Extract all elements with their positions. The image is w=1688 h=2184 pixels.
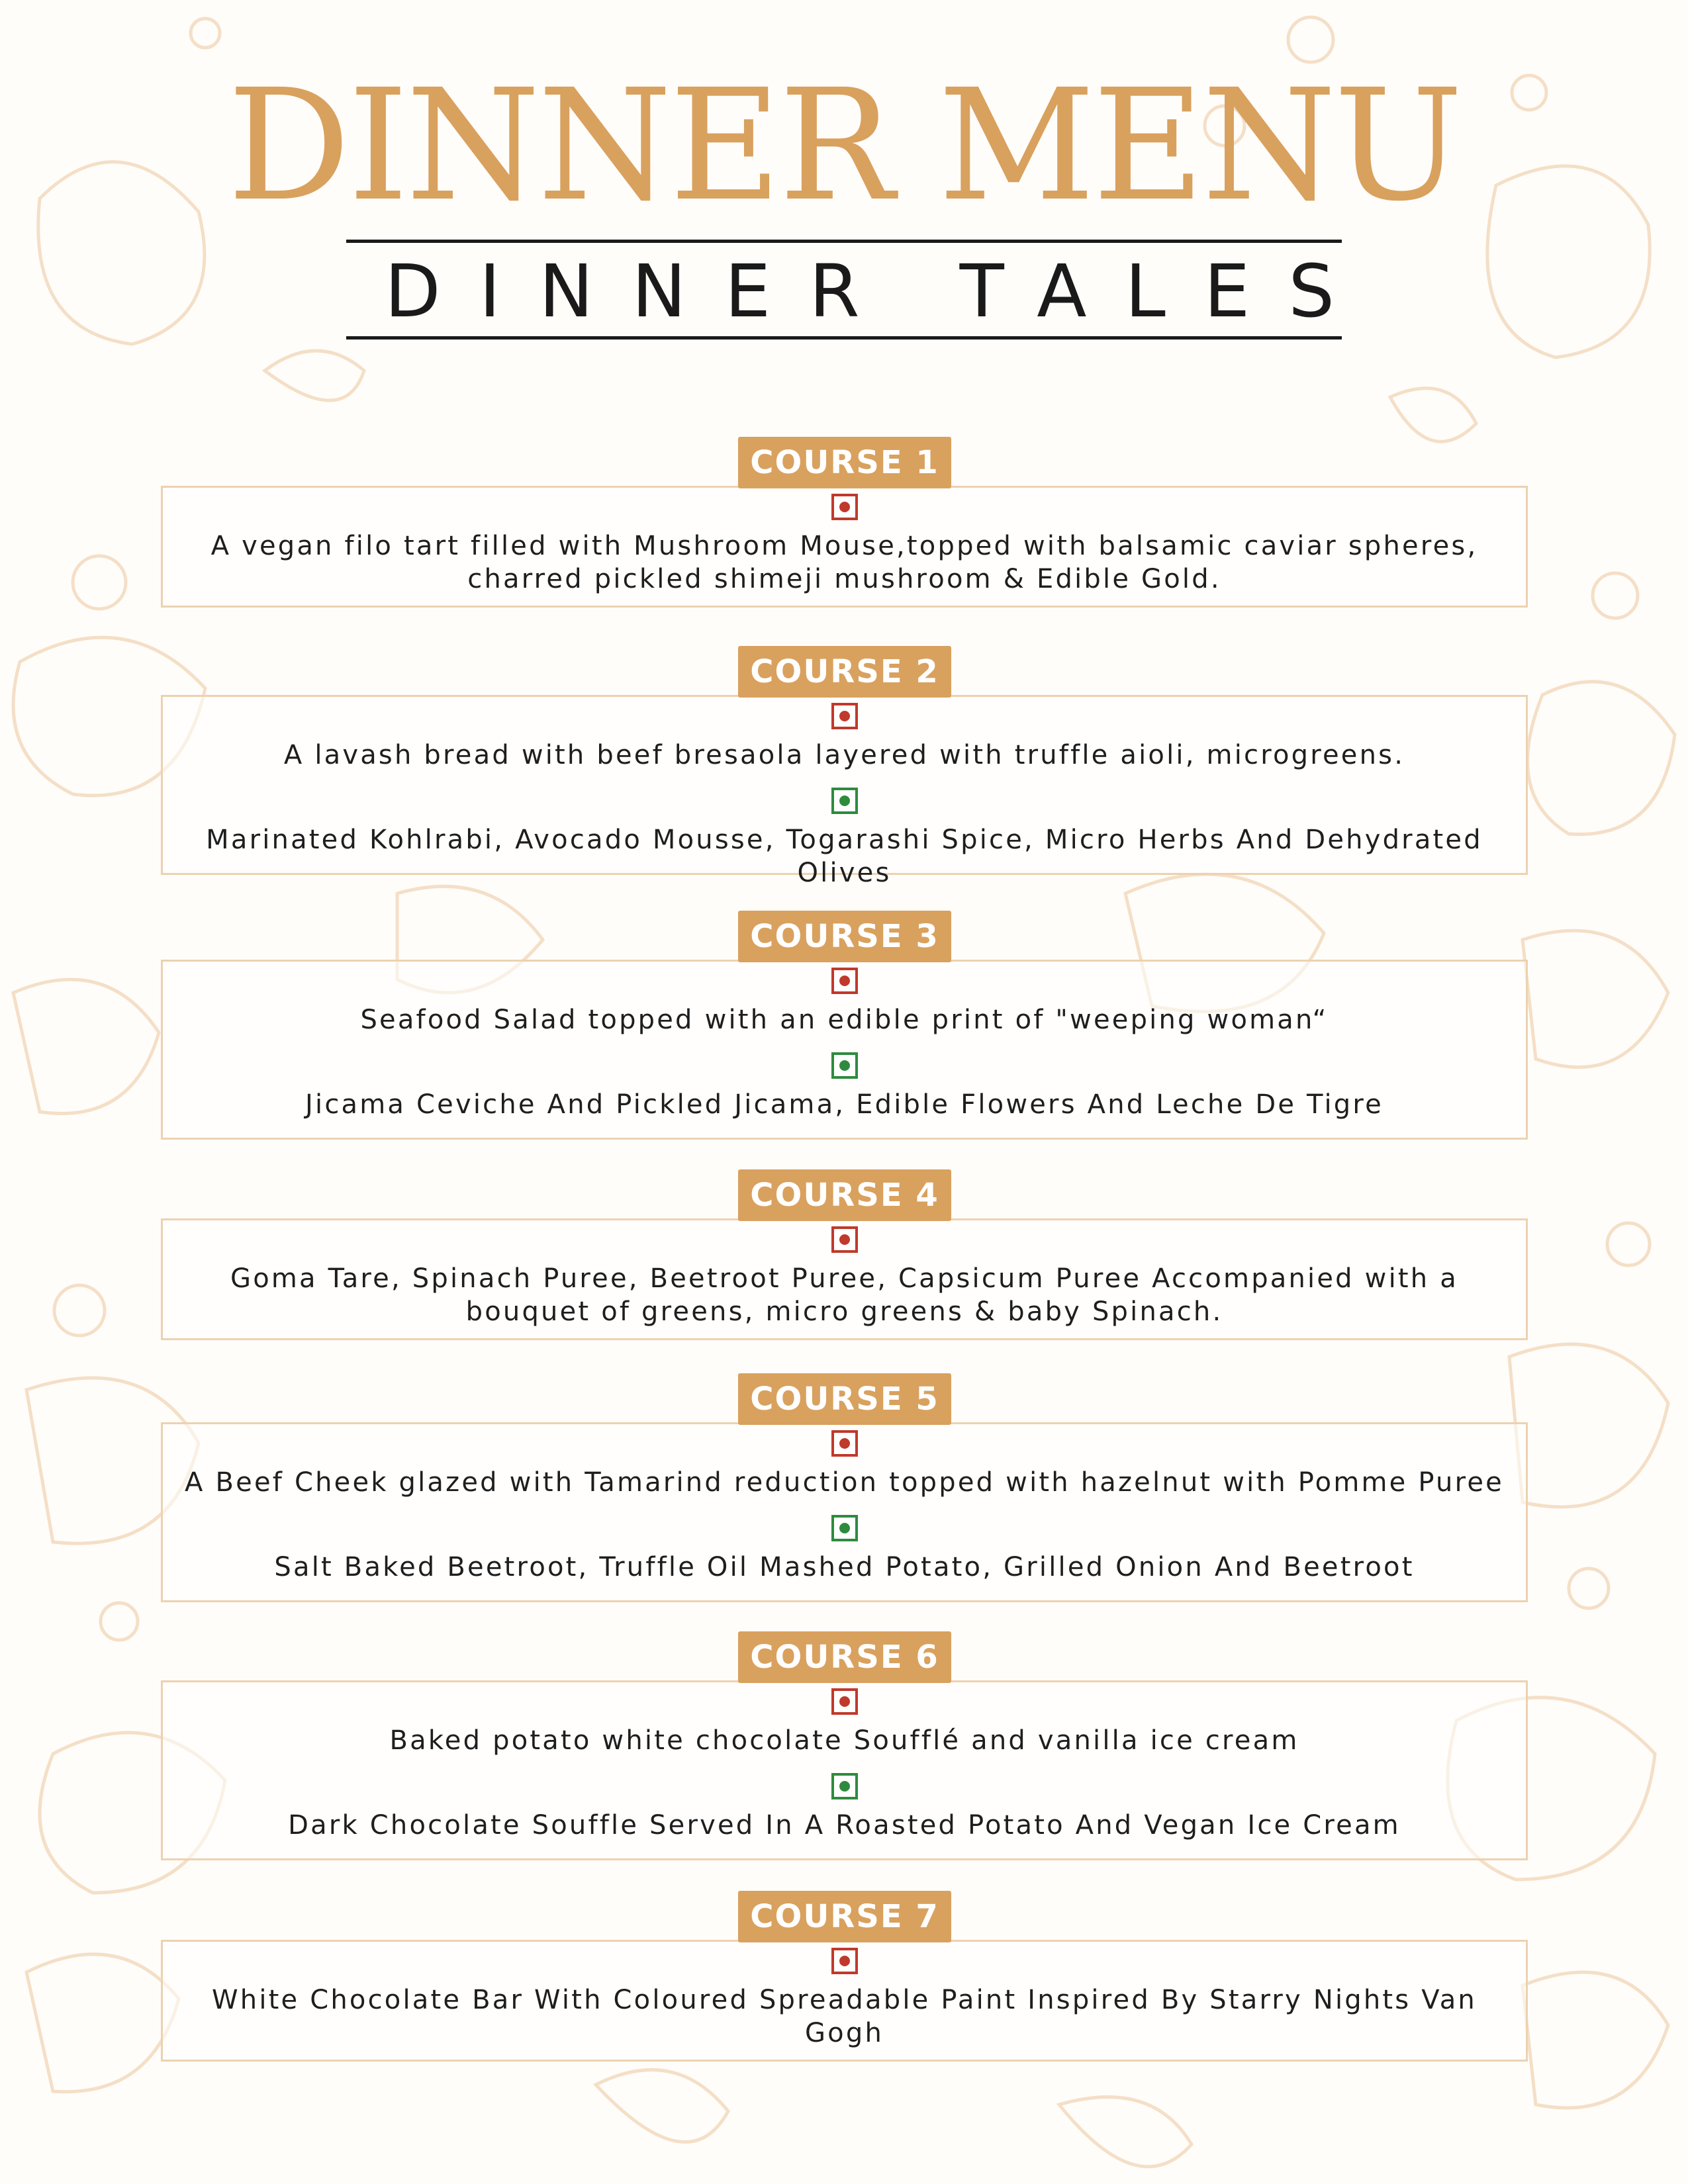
- non-veg-mark-icon: [831, 494, 858, 520]
- course-section: [161, 646, 1528, 888]
- course-badge: COURSE 1: [738, 437, 951, 488]
- course-section: [161, 1891, 1528, 2062]
- non-veg-mark-icon: [831, 703, 858, 729]
- course-section: [161, 1169, 1528, 1340]
- dish-item: [161, 494, 1528, 596]
- dish-item: [161, 1688, 1528, 1757]
- course-badge: COURSE 3: [738, 911, 951, 962]
- course-section: [161, 1373, 1528, 1602]
- veg-mark-icon: [831, 1773, 858, 1799]
- dish-description: Marinated Kohlrabi, Avocado Mousse, Togarashi Spice, Micro Herbs And Dehydrated Olives: [206, 825, 1483, 888]
- course-badge: COURSE 4: [738, 1169, 951, 1221]
- subtitle-bottom-rule: [346, 336, 1342, 340]
- dish-description: A vegan filo tart filled with Mushroom Mouse,topped with balsamic caviar spheres, charred pickled shimeji mushroom & Edible Gold.: [211, 531, 1478, 594]
- dish-item: [161, 1773, 1528, 1842]
- menu-subtitle: DINNER TALES: [385, 249, 1374, 334]
- dish-item: [161, 703, 1528, 772]
- dish-description: White Chocolate Bar With Coloured Spreadable Paint Inspired By Starry Nights Van Gogh: [212, 1985, 1477, 2048]
- dish-description: A Beef Cheek glazed with Tamarind reduction topped with hazelnut with Pomme Puree: [185, 1467, 1504, 1498]
- dish-description: Dark Chocolate Souffle Served In A Roasted Potato And Vegan Ice Cream: [288, 1810, 1401, 1841]
- veg-mark-icon: [831, 1052, 858, 1079]
- veg-mark-icon: [831, 1515, 858, 1541]
- course-section: [161, 911, 1528, 1140]
- dish-item: [161, 968, 1528, 1036]
- course-badge: COURSE 2: [738, 646, 951, 698]
- dish-item: [161, 1515, 1528, 1584]
- dish-item: [161, 788, 1528, 889]
- non-veg-mark-icon: [831, 1948, 858, 1974]
- non-veg-mark-icon: [831, 968, 858, 994]
- dish-description: Baked potato white chocolate Soufflé and vanilla ice cream: [389, 1725, 1299, 1756]
- dish-item: [161, 1052, 1528, 1121]
- dish-item: [161, 1226, 1528, 1328]
- dish-item: [161, 1948, 1528, 2050]
- dish-description: Goma Tare, Spinach Puree, Beetroot Puree, Capsicum Puree Accompanied with a bouquet of greens, micro greens & baby Spinach.: [230, 1263, 1458, 1327]
- dish-description: A lavash bread with beef bresaola layered with truffle aioli, microgreens.: [283, 740, 1405, 770]
- course-badge: COURSE 5: [738, 1373, 951, 1425]
- course-badge: COURSE 6: [738, 1631, 951, 1683]
- menu-title: DINNER MENU: [227, 56, 1461, 235]
- dish-description: Jicama Ceviche And Pickled Jicama, Edible Flowers And Leche De Tigre: [305, 1089, 1383, 1120]
- non-veg-mark-icon: [831, 1430, 858, 1457]
- course-section: [161, 437, 1528, 608]
- dish-description: Salt Baked Beetroot, Truffle Oil Mashed Potato, Grilled Onion And Beetroot: [274, 1552, 1415, 1582]
- dish-item: [161, 1430, 1528, 1499]
- non-veg-mark-icon: [831, 1688, 858, 1715]
- veg-mark-icon: [831, 788, 858, 814]
- dish-description: Seafood Salad topped with an edible print of "weeping woman“: [360, 1005, 1329, 1035]
- course-section: [161, 1631, 1528, 1860]
- course-badge: COURSE 7: [738, 1891, 951, 1942]
- non-veg-mark-icon: [831, 1226, 858, 1253]
